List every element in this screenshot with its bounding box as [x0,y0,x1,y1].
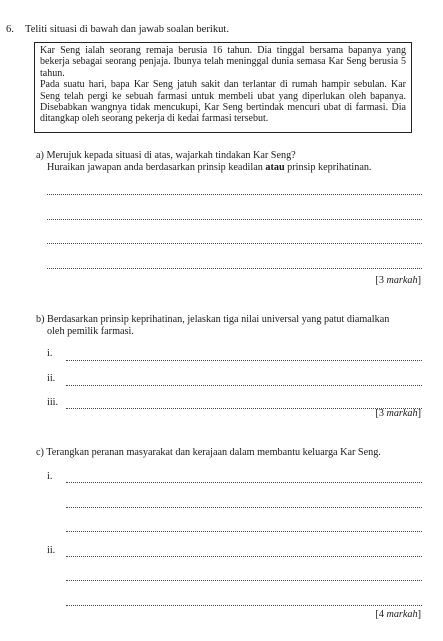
answer-line-c1[interactable] [66,482,422,483]
part-a-marks-word: markah [386,275,418,286]
part-c-marks-word: markah [386,609,418,620]
part-c-question: c) Terangkan peranan masyarakat dan kerajaan dalam membantu keluarga Kar Seng. [36,447,381,458]
answer-line-a1[interactable] [47,194,422,195]
answer-line-a4[interactable] [47,268,422,269]
answer-line-b2[interactable] [66,385,422,386]
part-c-label-i: i. [47,471,53,482]
part-b-marks [375,408,421,419]
part-b-question-line1: b) Berdasarkan prinsip keprihatinan, jelaskan tiga nilai universal yang patut diamalkan [36,314,390,325]
part-a-instruction-bold: atau [265,162,285,173]
answer-line-a2[interactable] [47,219,422,220]
part-b-marks-close: ] [417,408,421,419]
part-a-marks-open: [3 [375,275,387,286]
answer-line-c3[interactable] [66,531,422,532]
part-a-marks-close: ] [417,275,421,286]
passage-paragraph-1: Kar Seng ialah seorang remaja berusia 16 tahun. Dia tinggal bersama bapanya yang bekerja sebagai seorang penjaja. Ibunya telah meninggal dunia semasa Kar Seng berusia 5 tahun. [40,45,406,79]
part-c-marks-open: [4 [375,609,387,620]
part-c-marks-close: ] [417,609,421,620]
part-b-label-iii: iii. [47,397,59,408]
answer-line-c2[interactable] [66,507,422,508]
part-b-label-i: i. [47,348,53,359]
situation-box [34,42,412,133]
part-c-label-ii: ii. [47,545,56,556]
part-a-marks [375,275,421,286]
part-a-instruction-before: Huraikan jawapan anda berdasarkan prinsip keadilan [47,162,266,173]
question-number: 6. [6,24,14,35]
question-instruction: Teliti situasi di bawah dan jawab soalan berikut. [25,24,230,35]
part-c-marks [375,609,421,620]
part-b-marks-word: markah [386,408,418,419]
answer-line-a3[interactable] [47,243,422,244]
part-b-marks-open: [3 [375,408,387,419]
answer-line-c6[interactable] [66,605,422,606]
part-a-question: a) Merujuk kepada situasi di atas, wajarkah tindakan Kar Seng? [36,150,296,161]
part-a-instruction-after: prinsip keprihatinan. [284,162,372,173]
answer-line-b3[interactable] [66,408,422,409]
answer-line-c4[interactable] [66,556,422,557]
passage-paragraph-2: Pada suatu hari, bapa Kar Seng jatuh sakit dan terlantar di rumah hampir sebulan. Kar Seng telah pergi ke sebuah farmasi untuk membeli ubat yang diperlukan oleh bapanya. Disebabkan wangnya tidak mencukupi, Kar Seng bertindak mencuri ubat di farmasi. Dia ditangkap oleh seorang pekerja di kedai farmasi tersebut. [40,79,406,125]
part-b-question-line2: oleh pemilik farmasi. [47,326,134,337]
part-a-instruction [47,162,371,174]
part-b-label-ii: ii. [47,373,56,384]
answer-line-b1[interactable] [66,360,422,361]
answer-line-c5[interactable] [66,580,422,581]
